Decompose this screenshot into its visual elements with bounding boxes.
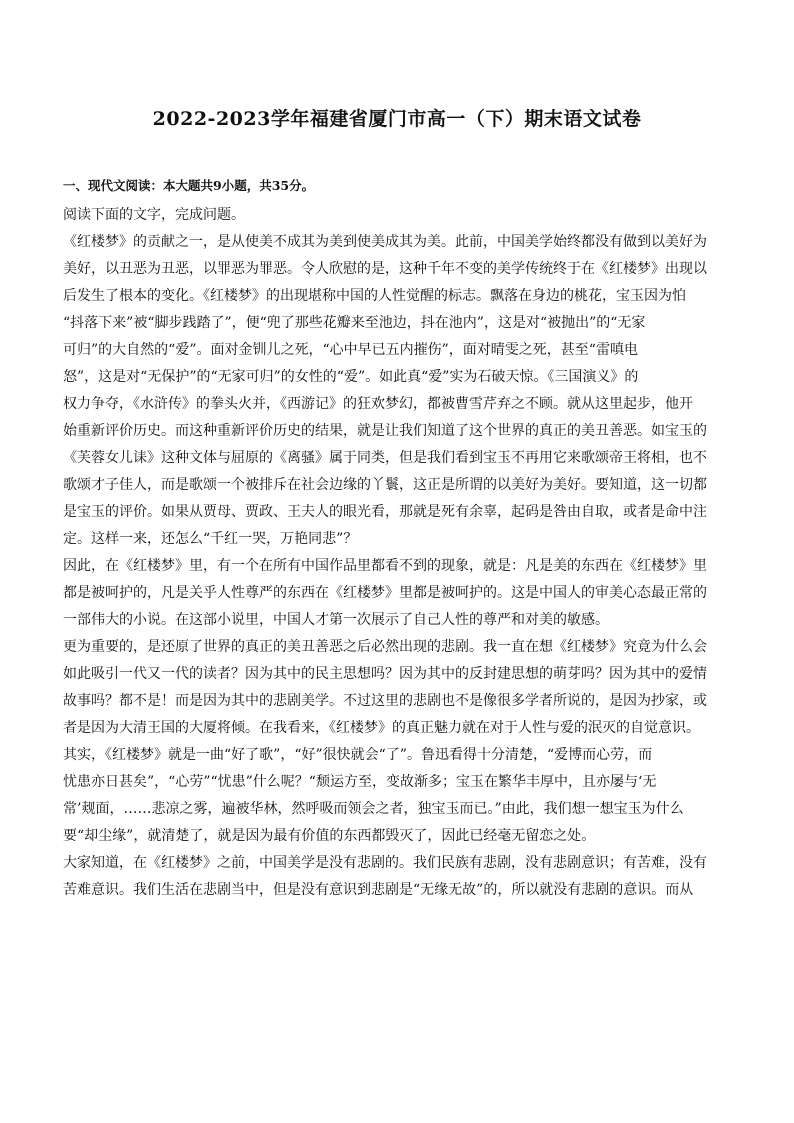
section-heading: 一、现代文阅读：本大题共9小题，共35分。 xyxy=(63,178,315,193)
passage-line: 其实，《红楼梦》就是一曲“好了歌”，“好”很快就会“了”。鲁迅看得十分清楚，“爱博而心劳，而 xyxy=(63,747,653,763)
passage-line: 苦难意识。我们生活在悲剧当中，但是没有意识到悲剧是“无缘无故”的，所以就没有悲剧的意识。而从 xyxy=(63,882,694,898)
passage-line: 可归”的大自然的“爱”。面对金钏儿之死，“心中早已五内摧伤”，面对晴雯之死，甚至“雷嗔电 xyxy=(63,342,638,358)
passage-line: 美好，以丑恶为丑恶，以罪恶为罪恶。令人欣慰的是，这种千年不变的美学传统终于在《红楼梦》出现以 xyxy=(63,261,707,277)
passage-line: 要“却尘缘”，就清楚了，就是因为最有价值的东西都毁灭了，因此已经毫无留恋之处。 xyxy=(63,828,596,844)
passage-line: 《芙蓉女儿诔》这种文体与屈原的《离骚》属于同类，但是我们看到宝玉不再用它来歌颂帝王将相，也不 xyxy=(63,450,707,466)
passage-line: 始重新评价历史。而这种重新评价历史的结果，就是让我们知道了这个世界的真正的美丑善恶。如宝玉的 xyxy=(63,423,707,439)
passage-line: 故事吗？都不是！而是因为其中的悲剧美学。不过这里的悲剧也不是像很多学者所说的，是因为抄家，或 xyxy=(63,693,707,709)
reading-passage xyxy=(63,202,723,904)
passage-line: “抖落下来”被“脚步践踏了”，便“兜了那些花瓣来至池边，抖在池内”，这是对“被抛出”的“无家 xyxy=(63,315,646,331)
passage-line: 因此，在《红楼梦》里，有一个在所有中国作品里都看不到的现象，就是：凡是美的东西在《红楼梦》里 xyxy=(63,558,707,574)
passage-line: 歌颂才子佳人，而是歌颂一个被排斥在社会边缘的丫鬟，这正是所谓的以美好为美好。要知道，这一切都 xyxy=(63,477,707,493)
document-title: 2022-2023学年福建省厦门市高一（下）期末语文试卷 xyxy=(152,108,642,130)
passage-line: 如此吸引一代又一代的读者？因为其中的民主思想吗？因为其中的反封建思想的萌芽吗？因为其中的爱情 xyxy=(63,666,707,682)
passage-line: 常’觌面，……悲凉之雾，遍被华林，然呼吸而领会之者，独宝玉而已。”由此，我们想一想宝玉为什么 xyxy=(63,801,684,817)
passage-line: 一部伟大的小说。在这部小说里，中国人才第一次展示了自己人性的尊严和对美的敏感。 xyxy=(63,612,609,628)
passage-line: 更为重要的，是还原了世界的真正的美丑善恶之后必然出现的悲剧。我一直在想《红楼梦》究竟为什么会 xyxy=(63,639,707,655)
passage-line: 者是因为大清王国的大厦将倾。在我看来，《红楼梦》的真正魅力就在对于人性与爱的泯灭的自觉意识。 xyxy=(63,720,700,736)
passage-line: 都是被呵护的，凡是关乎人性尊严的东西在《红楼梦》里都是被呵护的。这是中国人的审美心态最正常的 xyxy=(63,585,707,601)
passage-line: 定。这样一来，还怎么“千红一哭，万艳同悲”？ xyxy=(63,531,358,547)
passage-line: 忧患亦日甚矣”，“心劳”“忧患”什么呢？“颓运方至，变故渐多；宝玉在繁华丰厚中，且亦屡与‘无 xyxy=(63,774,657,790)
passage-line: 《红楼梦》的贡献之一，是从使美不成其为美到使美成其为美。此前，中国美学始终都没有做到以美好为 xyxy=(63,234,707,250)
passage-line: 是宝玉的评价。如果从贾母、贾政、王夫人的眼光看，那就是死有余辜，起码是咎由自取，或者是命中注 xyxy=(63,504,707,520)
passage-line: 怒”，这是对“无保护”的“无家可归”的女性的“爱”。如此真“爱”实为石破天惊。《三国演义》的 xyxy=(63,369,639,385)
passage-line: 大家知道，在《红楼梦》之前，中国美学是没有悲剧的。我们民族有悲剧，没有悲剧意识；有苦难，没有 xyxy=(63,855,707,871)
passage-line: 后发生了根本的变化。《红楼梦》的出现堪称中国的人性觉醒的标志。飘落在身边的桃花，宝玉因为怕 xyxy=(63,288,686,304)
passage-line: 权力争夺，《水浒传》的拳头火并，《西游记》的狂欢梦幻，都被曹雪芹弃之不顾。就从这里起步，他开 xyxy=(63,396,693,412)
passage-line: 阅读下面的文字，完成问题。 xyxy=(63,207,245,223)
